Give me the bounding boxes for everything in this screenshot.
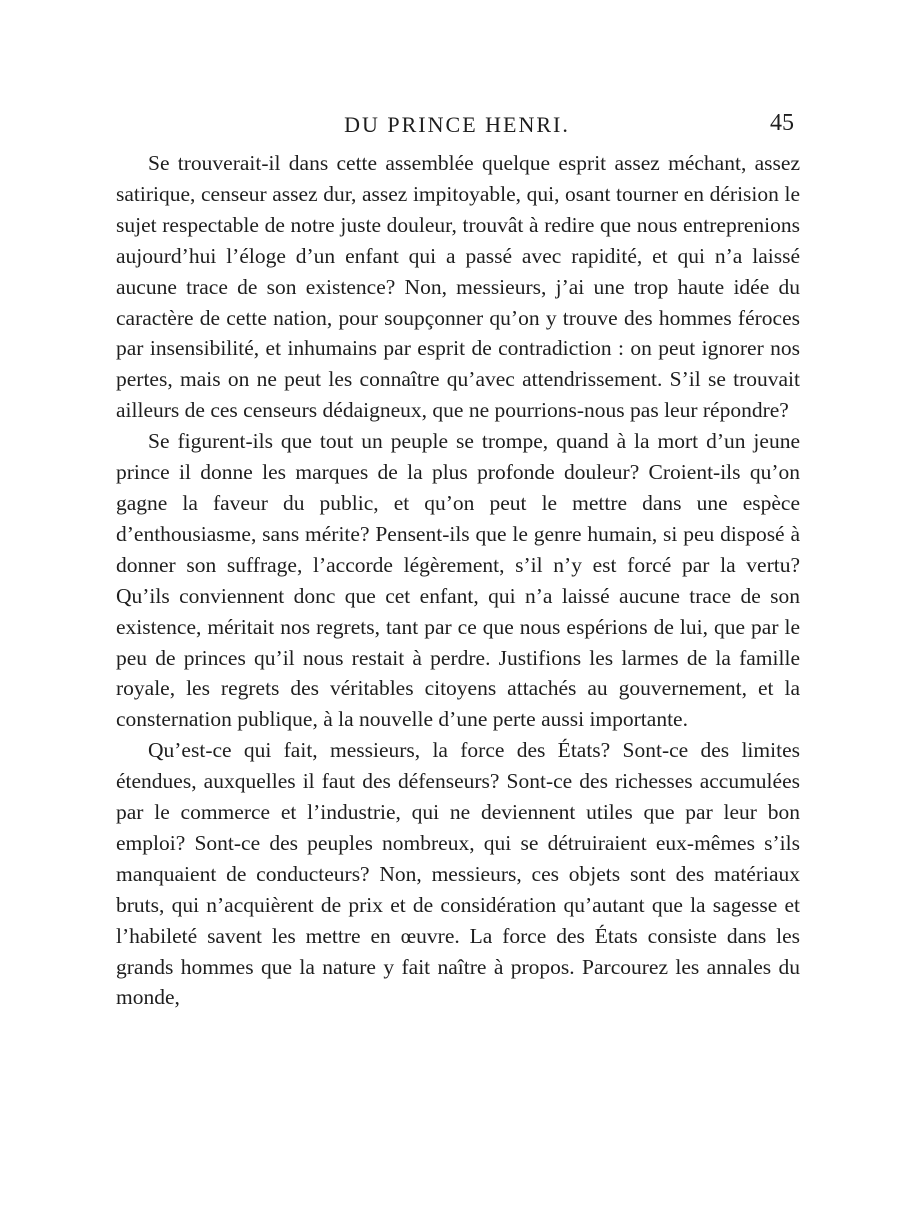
body-text [116,148,800,1013]
running-title: DU PRINCE HENRI. [344,112,570,137]
paragraph-3: Qu’est-ce qui fait, messieurs, la force des États? Sont-ce des limites étendues, auxquelles il faut des défenseurs? Sont-ce des richesses accumulées par le commerce et l’industrie, qui ne deviennent utiles que par leur bon emploi? Sont-ce des peuples nombreux, qui se détruiraient eux-mêmes s’ils manquaient de conducteurs? Non, messieurs, ces objets sont des matériaux bruts, qui n’acquièrent de prix et de considération qu’autant que la sagesse et l’habileté savent les mettre en œuvre. La force des États consiste dans les grands hommes que la nature y fait naître à propos. Parcourez les annales du monde, [116,738,800,1010]
page-number: 45 [770,110,794,136]
paragraph-2: Se figurent-ils que tout un peuple se trompe, quand à la mort d’un jeune prince il donne les marques de la plus profonde douleur? Croient-ils qu’on gagne la faveur du public, et qu’on peut le mettre dans une espèce d’enthousiasme, sans mérite? Pensent-ils que le genre humain, si peu disposé à donner son suffrage, l’accorde légèrement, s’il n’y est forcé par la vertu? Qu’ils conviennent donc que cet enfant, qui n’a laissé aucune trace de son existence, méritait nos regrets, tant par ce que nous espérions de lui, que par le peu de princes qu’il nous restait à perdre. Justifions les larmes de la famille royale, les regrets des véritables citoyens attachés au gouvernement, et la consternation publique, à la nouvelle d’une perte aussi importante. [116,429,800,732]
running-head [116,112,798,142]
paragraph-1: Se trouverait-il dans cette assemblée quelque esprit assez méchant, assez satirique, censeur assez dur, assez impitoyable, qui, osant tourner en dérision le sujet respectable de notre juste douleur, trouvât à redire que nous entreprenions aujourd’hui l’éloge d’un enfant qui a passé avec rapidité, et qui n’a laissé aucune trace de son existence? Non, messieurs, j’ai une trop haute idée du caractère de cette nation, pour soupçonner qu’on y trouve des hommes féroces par insensibilité, et inhumains par esprit de contradiction : on peut ignorer nos pertes, mais on ne peut les connaître qu’avec attendrissement. S’il se trouvait ailleurs de ces censeurs dédaigneux, que ne pourrions-nous pas leur répondre? [116,151,800,423]
